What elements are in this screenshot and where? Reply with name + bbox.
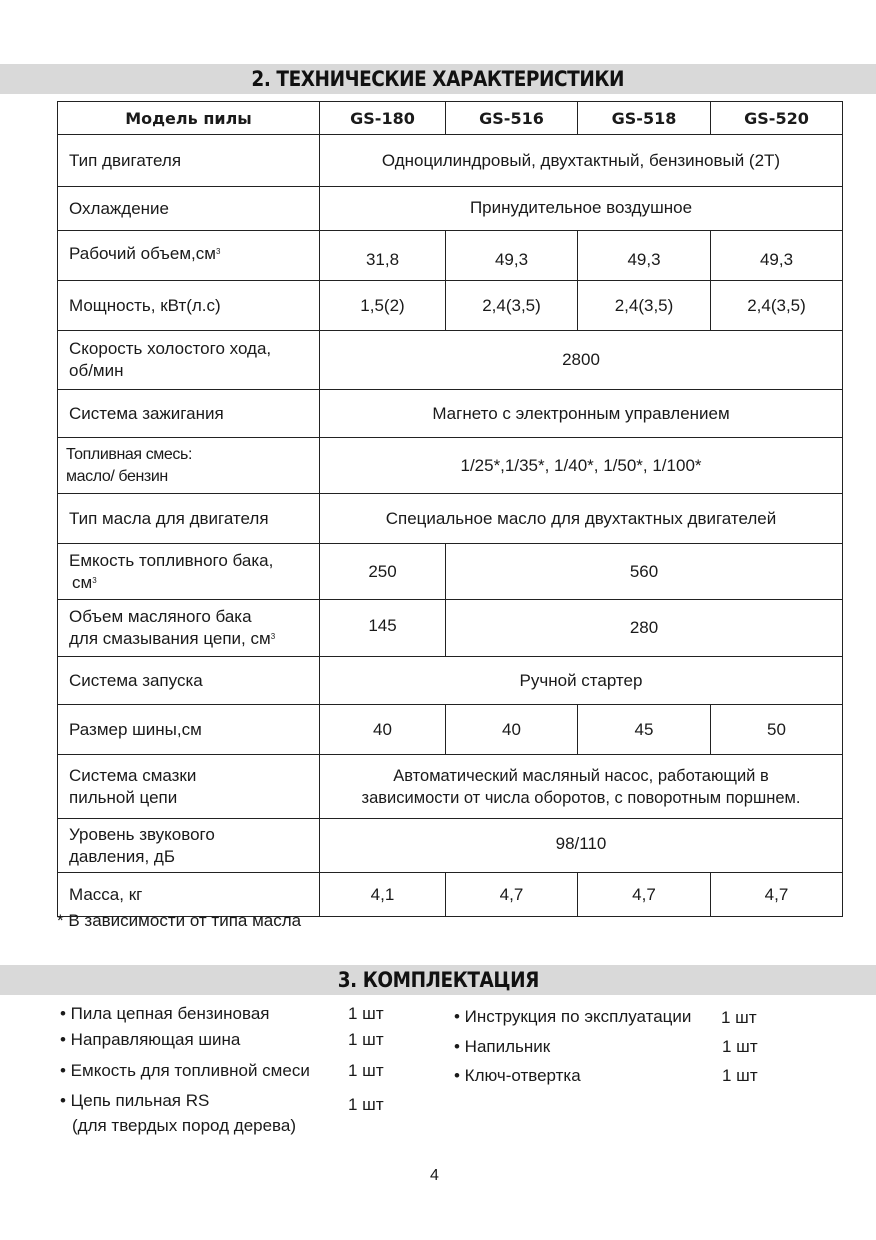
noise-label-line-1: Уровень звукового: [69, 824, 215, 844]
kit-item-name: • Цепь пильная RS: [60, 1091, 210, 1110]
cell-mass-gs-520: 4,7: [711, 873, 843, 917]
table-row: [58, 600, 843, 657]
footnote: * В зависимости от типа масла: [57, 911, 302, 930]
kit-item-name: • Пила цепная бензиновая: [60, 1004, 270, 1023]
table-row: [58, 331, 843, 390]
fuel-tank-label-line-2: [69, 572, 319, 594]
fuel-mix-label-line-1: Топливная смесь:: [66, 445, 192, 463]
kit-item-name: • Инструкция по эксплуатации: [454, 1007, 692, 1026]
table-row: [58, 544, 843, 600]
cell-mass-gs-518: 4,7: [578, 873, 711, 917]
table-row: [58, 494, 843, 544]
kit-item-note: (для твердых пород дерева): [72, 1116, 297, 1135]
specifications-table: [57, 101, 843, 917]
cell-displacement-gs-518: 49,3: [578, 231, 711, 281]
cell-oil-tank-other: 280: [446, 600, 843, 657]
chain-lube-label-line-2: пильной цепи: [69, 787, 178, 807]
table-row: [58, 390, 843, 438]
row-label-starter: Система запуска: [58, 657, 320, 705]
cell-mass-gs-180: 4,1: [320, 873, 446, 917]
cell-oil-tank-gs-180: 145: [320, 600, 446, 657]
cell-bar-size-gs-180: 40: [320, 705, 446, 755]
cell-fuel-tank-gs-180: 250: [320, 544, 446, 600]
header-gs-180: GS-180: [320, 102, 446, 135]
row-value-engine-type: Одноцилиндровый, двухтактный, бензиновый (2Т): [320, 135, 843, 187]
kit-item-name: • Напильник: [454, 1037, 551, 1056]
row-label-fuel-mix: [58, 438, 320, 494]
row-value-noise: 98/110: [320, 819, 843, 873]
table-row: [58, 231, 843, 281]
oil-tank-unit-sup: 3: [270, 632, 276, 641]
displacement-label-text: Рабочий объем,см: [69, 244, 216, 263]
cell-displacement-gs-516: 49,3: [446, 231, 578, 281]
kit-item-qty: 1 шт: [722, 1066, 758, 1085]
chain-lube-label-line-1: Система смазки: [69, 765, 197, 785]
table-row: [58, 873, 843, 917]
oil-tank-unit: для смазывания цепи, см: [69, 629, 271, 648]
fuel-tank-unit: см: [72, 572, 93, 592]
cell-bar-size-gs-518: 45: [578, 705, 711, 755]
section-2-header: [0, 64, 876, 94]
row-label-cooling: Охлаждение: [58, 187, 320, 231]
section-2-title: 2. ТЕХНИЧЕСКИЕ ХАРАКТЕРИСТИКИ: [251, 67, 625, 91]
cell-bar-size-gs-516: 40: [446, 705, 578, 755]
header-gs-516: GS-516: [446, 102, 578, 135]
row-value-engine-oil: Специальное масло для двухтактных двигателей: [320, 494, 843, 544]
kit-item-name: • Ключ-отвертка: [454, 1066, 581, 1085]
header-model: Модель пилы: [58, 102, 320, 135]
oil-tank-label-line-2: [69, 628, 319, 650]
kit-item-name: • Направляющая шина: [60, 1030, 241, 1049]
fuel-tank-unit-sup: 3: [92, 575, 97, 585]
chain-lube-value-line-1: Автоматический масляный насос, работающий в: [393, 766, 769, 785]
kit-item-qty: 1 шт: [348, 1095, 384, 1114]
cell-displacement-gs-180: 31,8: [320, 231, 446, 281]
noise-label-line-2: давления, дБ: [69, 846, 176, 866]
kit-item-qty: 1 шт: [722, 1037, 758, 1056]
row-label-displacement: [58, 231, 320, 281]
section-3-title: 3. КОМПЛЕКТАЦИЯ: [337, 968, 539, 992]
kit-item-qty: 1 шт: [721, 1008, 757, 1027]
idle-speed-label-line-1: Скорость холостого хода,: [69, 339, 272, 358]
section-3-header: [0, 965, 876, 995]
table-row: [58, 438, 843, 494]
table-row: [58, 187, 843, 231]
row-label-engine-oil: Тип масла для двигателя: [58, 494, 320, 544]
table-row: [58, 755, 843, 819]
header-gs-518: GS-518: [578, 102, 711, 135]
kit-item-name: • Емкость для топливной смеси: [60, 1061, 310, 1080]
displacement-unit-sup: 3: [215, 247, 221, 256]
row-label-fuel-tank: [58, 544, 320, 600]
kit-item-qty: 1 шт: [348, 1004, 384, 1023]
row-value-fuel-mix: 1/25*,1/35*, 1/40*, 1/50*, 1/100*: [320, 438, 843, 494]
cell-power-gs-180: 1,5(2): [320, 281, 446, 331]
row-label-engine-type: Тип двигателя: [58, 135, 320, 187]
cell-power-gs-518: 2,4(3,5): [578, 281, 711, 331]
idle-speed-label-line-2: об/мин: [69, 361, 124, 380]
cell-fuel-tank-other: 560: [446, 544, 843, 600]
table-row: [58, 657, 843, 705]
row-label-idle-speed: [58, 331, 320, 390]
row-value-ignition: Магнето с электронным управлением: [320, 390, 843, 438]
table-row: [58, 135, 843, 187]
fuel-mix-label-line-2: масло/ бензин: [66, 467, 168, 485]
cell-displacement-gs-520: 49,3: [711, 231, 843, 281]
table-row: [58, 705, 843, 755]
row-label-noise: [58, 819, 320, 873]
row-label-bar-size: Размер шины,см: [58, 705, 320, 755]
fuel-tank-label-line-1: Емкость топливного бака,: [69, 550, 274, 570]
table-header-row: [58, 102, 843, 135]
kit-item-qty: 1 шт: [348, 1030, 384, 1049]
cell-power-gs-520: 2,4(3,5): [711, 281, 843, 331]
row-label-chain-lube: [58, 755, 320, 819]
table-row: [58, 819, 843, 873]
table-row: [58, 281, 843, 331]
cell-mass-gs-516: 4,7: [446, 873, 578, 917]
row-label-power: Мощность, кВт(л.с): [58, 281, 320, 331]
oil-tank-label-line-1: Объем масляного бака: [69, 607, 252, 626]
header-gs-520: GS-520: [711, 102, 843, 135]
row-value-starter: Ручной стартер: [320, 657, 843, 705]
row-value-cooling: Принудительное воздушное: [320, 187, 843, 231]
kit-item-qty: 1 шт: [348, 1061, 384, 1080]
row-value-chain-lube: [320, 755, 843, 819]
cell-bar-size-gs-520: 50: [711, 705, 843, 755]
row-value-idle-speed: 2800: [320, 331, 843, 390]
row-label-oil-tank: [58, 600, 320, 657]
page-number: 4: [430, 1167, 439, 1184]
row-label-ignition: Система зажигания: [58, 390, 320, 438]
cell-power-gs-516: 2,4(3,5): [446, 281, 578, 331]
chain-lube-value-line-2: зависимости от числа оборотов, с поворотным поршнем.: [361, 788, 801, 807]
row-label-mass: Масса, кг: [58, 873, 320, 917]
